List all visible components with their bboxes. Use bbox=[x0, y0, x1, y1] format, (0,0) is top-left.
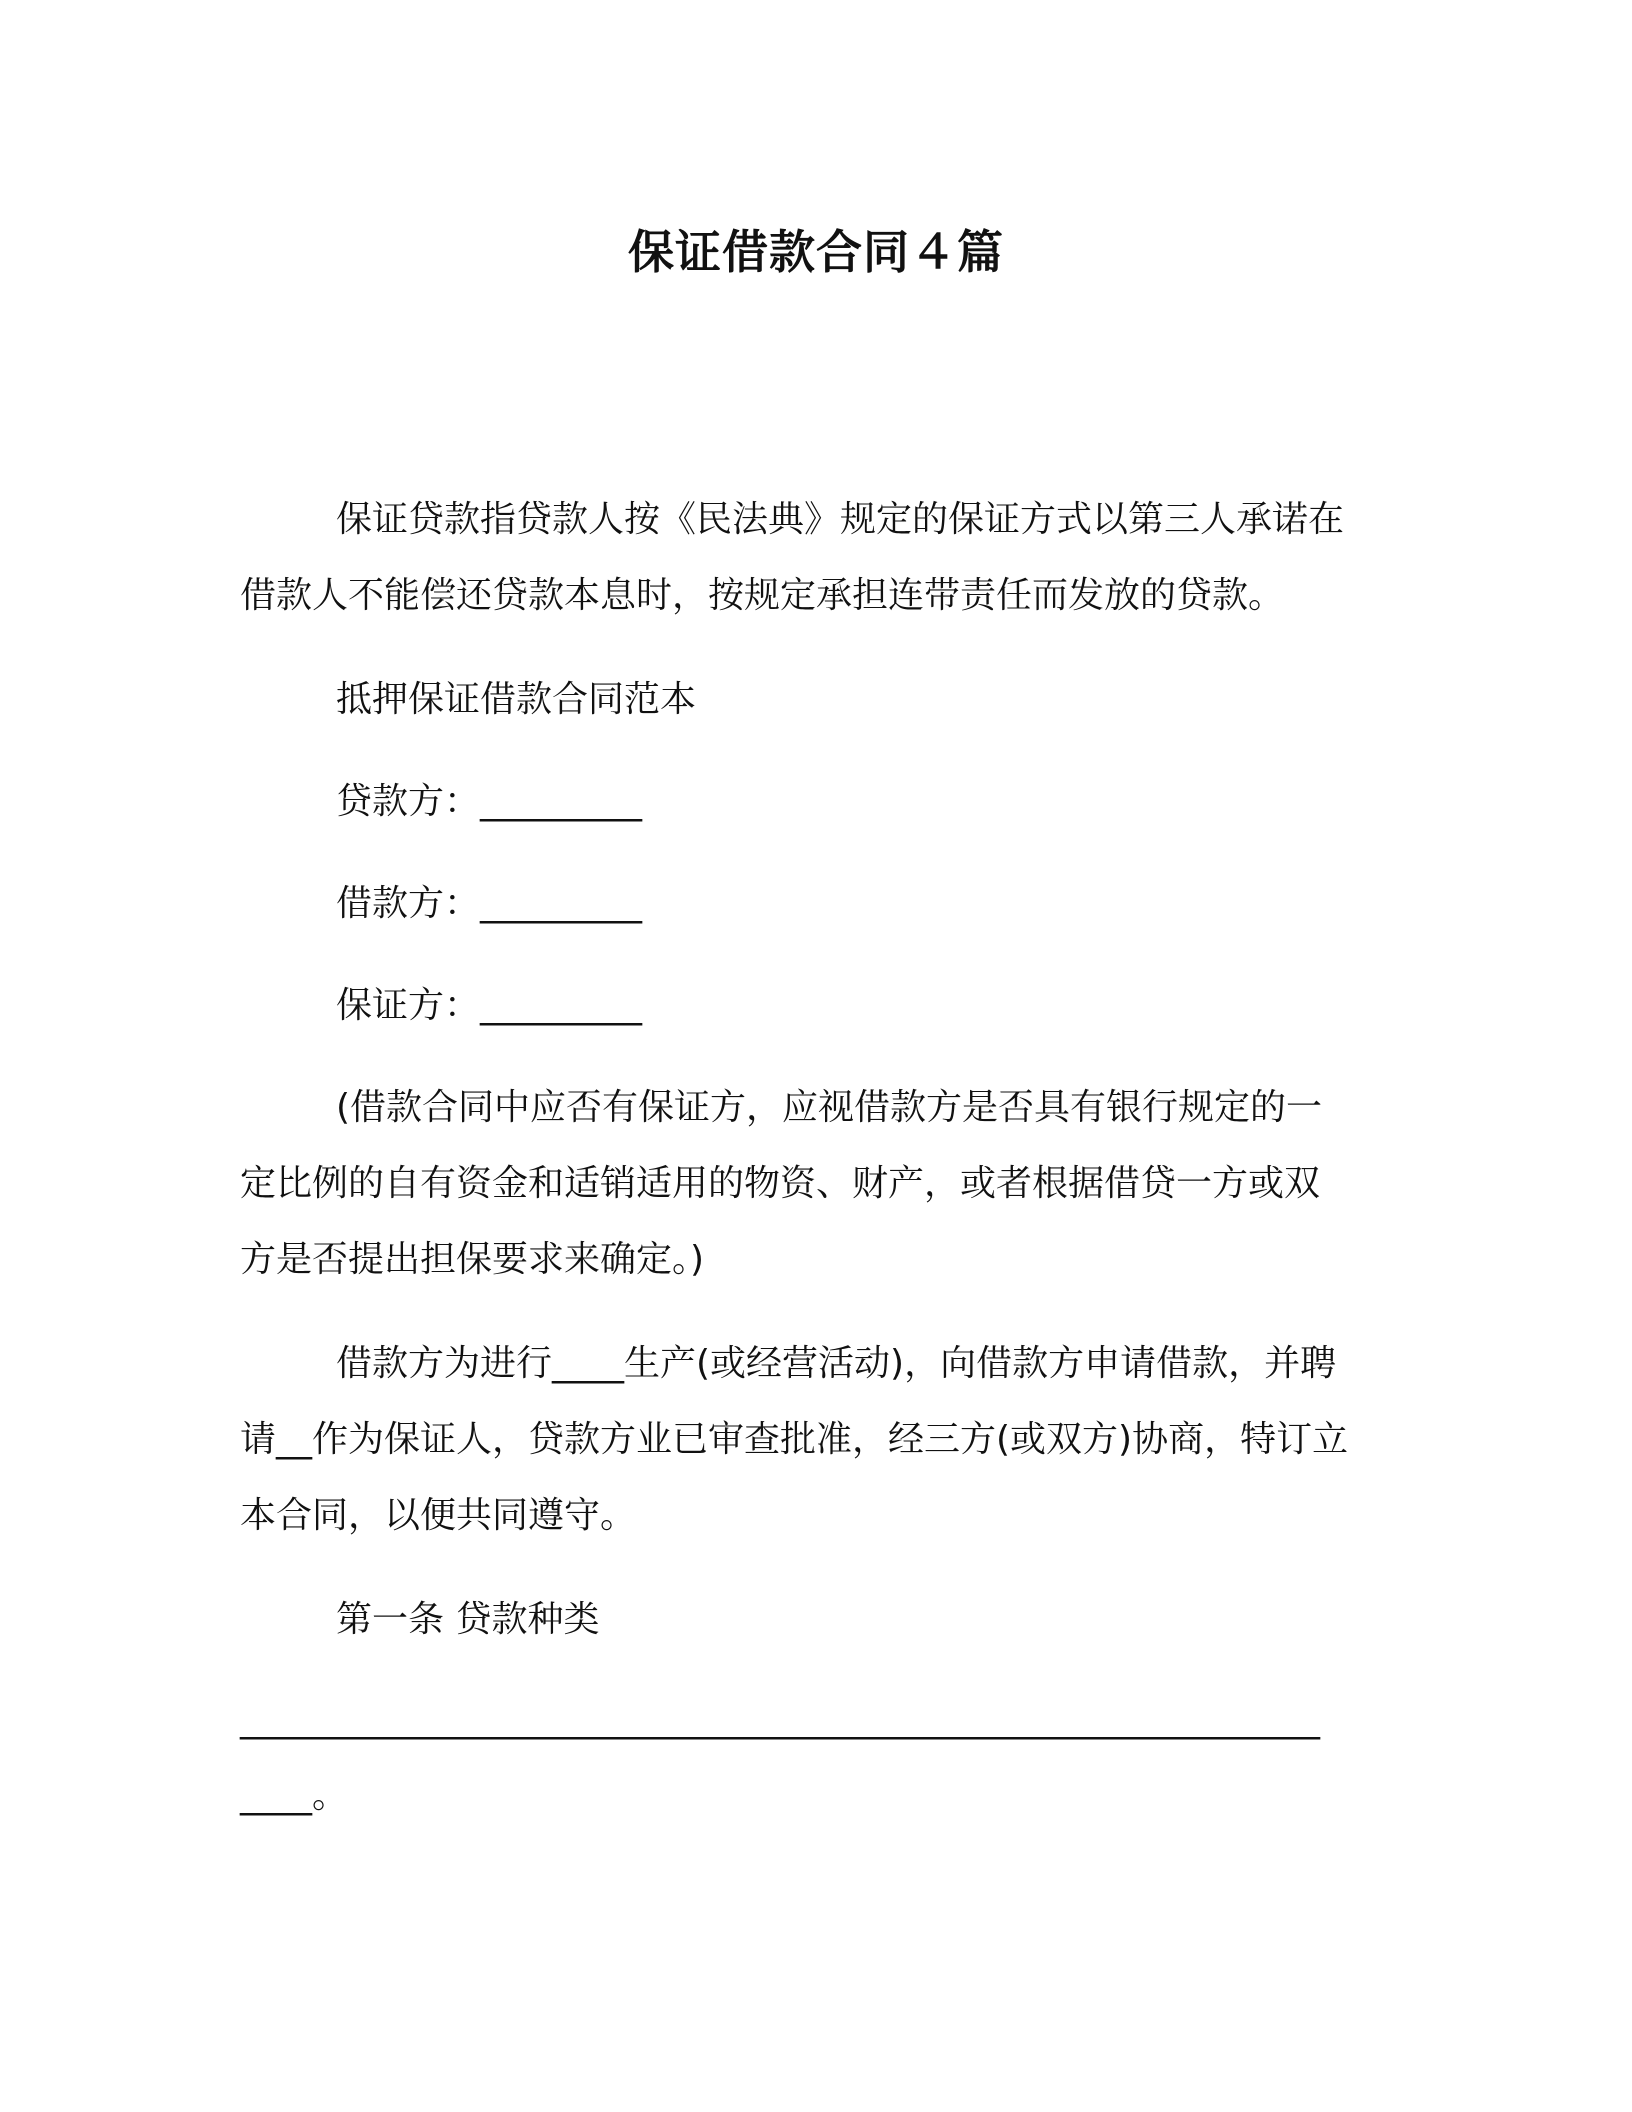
article-1-line-1: ____________________________________________________________ bbox=[240, 1699, 1320, 1740]
preamble-paragraph bbox=[240, 1326, 1392, 1554]
borrower-field: 借款方：_________ bbox=[336, 883, 643, 924]
lender-block bbox=[240, 764, 1392, 840]
template-heading: 抵押保证借款合同范本 bbox=[336, 679, 697, 720]
article-1-heading: 第一条 贷款种类 bbox=[336, 1599, 600, 1640]
document-title: 保证借款合同４篇 bbox=[628, 225, 1004, 279]
preamble-line-1: 借款方为进行____生产(或经营活动)，向借款方申请借款，并聘 bbox=[336, 1343, 1337, 1384]
lender-field: 贷款方：_________ bbox=[336, 781, 643, 822]
template-heading-block bbox=[240, 662, 1392, 738]
preamble-line-3: 本合同，以便共同遵守。 bbox=[240, 1495, 637, 1536]
note-line-3: 方是否提出担保要求来确定。) bbox=[240, 1239, 705, 1280]
borrower-block bbox=[240, 866, 1392, 942]
article-1-line-2: ____。 bbox=[240, 1775, 349, 1816]
article-1-body bbox=[240, 1682, 1392, 1834]
preamble-line-2: 请__作为保证人，贷款方业已审查批准，经三方(或双方)协商，特订立 bbox=[240, 1419, 1349, 1460]
guarantor-block bbox=[240, 968, 1392, 1044]
note-paragraph bbox=[240, 1070, 1392, 1298]
intro-line-2: 借款人不能偿还贷款本息时，按规定承担连带责任而发放的贷款。 bbox=[240, 575, 1285, 616]
guarantor-field: 保证方：_________ bbox=[336, 985, 643, 1026]
note-line-2: 定比例的自有资金和适销适用的物资、财产，或者根据借贷一方或双 bbox=[240, 1163, 1321, 1204]
article-1-heading-block bbox=[240, 1582, 1392, 1658]
intro-paragraph bbox=[240, 482, 1392, 634]
intro-line-1: 保证贷款指贷款人按《民法典》规定的保证方式以第三人承诺在 bbox=[336, 499, 1345, 540]
note-line-1: (借款合同中应否有保证方，应视借款方是否具有银行规定的一 bbox=[336, 1087, 1323, 1128]
